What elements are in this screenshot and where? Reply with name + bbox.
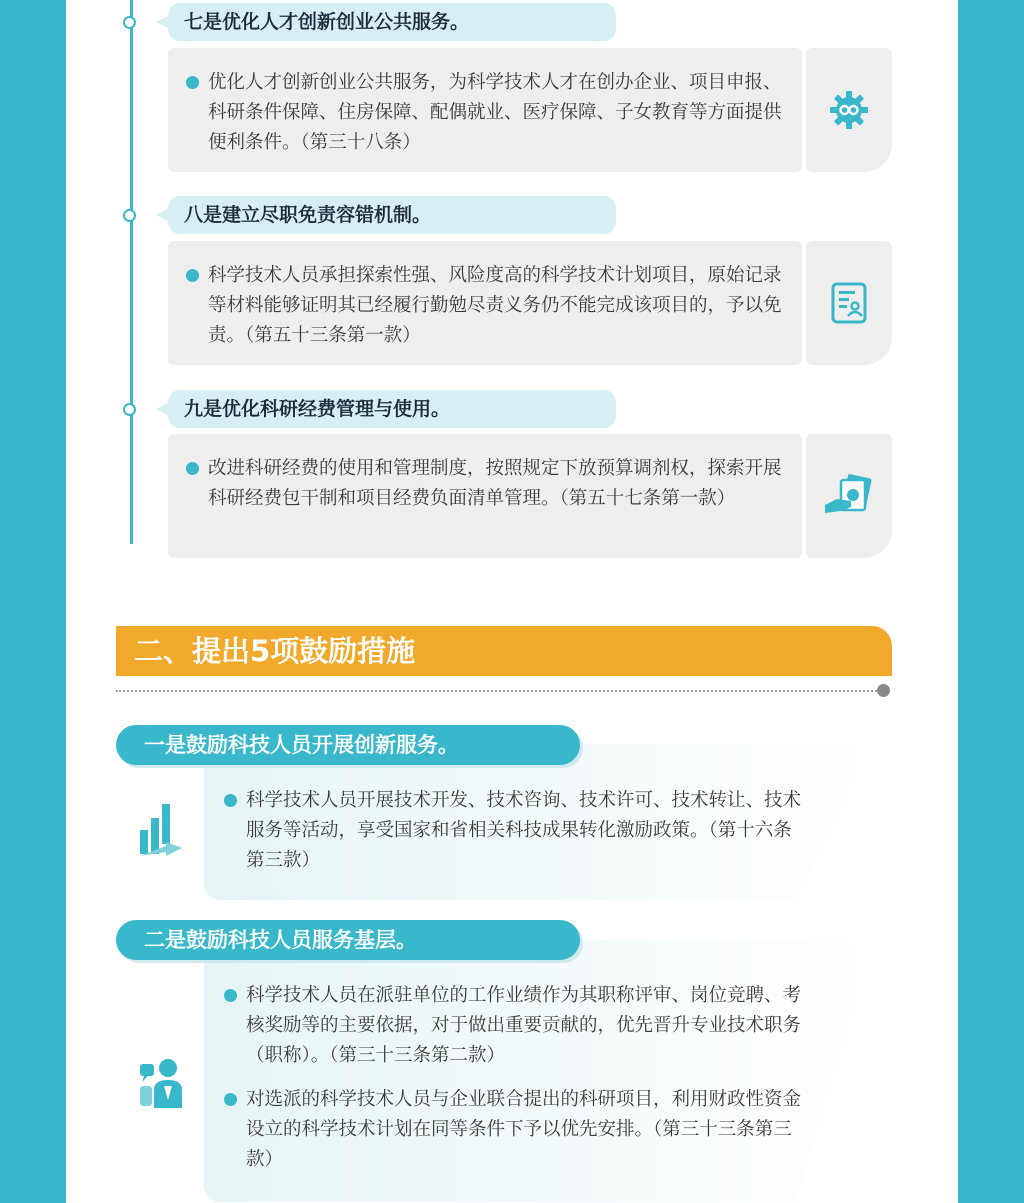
measure-title: 一是鼓励科技人员开展创新服务。 [116,725,580,765]
timeline-item-title: 九是优化科研经费管理与使用。 [168,390,616,428]
timeline-item-icon-box [806,48,892,172]
divider-end-dot [877,684,890,697]
measure-bullets [224,786,802,890]
section-header: 二、提出5项鼓励措施 [116,626,892,676]
bullet-dot [186,269,199,282]
bullet-dot [224,794,237,807]
timeline-item-card [168,48,802,172]
bullet-text: 科学技术人员承担探索性强、风险度高的科学技术计划项目，原始记录等材料能够证明其已经履行勤勉尽责义务仍不能完成该项目的，予以免责。（第五十三条第一款） [208,265,782,346]
bullet-dot [224,1093,237,1106]
bar-chart-arrow-icon [136,800,186,858]
timeline-item-icon-box [806,434,892,558]
measure-bullets [224,981,802,1189]
measure-title: 二是鼓励科技人员服务基层。 [116,920,580,960]
bullet-item [224,786,802,876]
bullet-dot [224,989,237,1002]
gear-infinity-icon [827,88,871,132]
timeline-line [130,0,133,544]
people-chat-icon [136,1056,186,1110]
bullet-item [224,1085,802,1175]
bullet-item [186,261,786,351]
bullet-dot [186,76,199,89]
measure-icon-wrap [136,1056,186,1114]
timeline-node [123,209,136,222]
timeline-item-card [168,241,802,365]
bullet-text: 对选派的科学技术人员与企业联合提出的科研项目，利用财政性资金设立的科学技术计划在同等条件下予以优先安排。（第三十三条第三款） [246,1089,802,1170]
timeline-node [123,16,136,29]
content-panel [66,0,958,1203]
timeline-node [123,403,136,416]
measure-icon-wrap [136,800,186,862]
bullet-text: 优化人才创新创业公共服务，为科学技术人才在创办企业、项目申报、科研条件保障、住房保障、配偶就业、医疗保障、子女教育等方面提供便利条件。（第三十八条） [208,72,782,153]
timeline-item-card [168,434,802,558]
document-person-icon [829,281,869,325]
bullet-dot [186,462,199,475]
hand-money-icon [823,473,875,519]
bullet-item [224,981,802,1071]
bullet-text: 科学技术人员在派驻单位的工作业绩作为其职称评审、岗位竞聘、考核奖励等的主要依据，对于做出重要贡献的，优先晋升专业技术职务（职称）。（第三十三条第二款） [246,985,802,1066]
timeline-item-title: 八是建立尽职免责容错机制。 [168,196,616,234]
bullet-item [186,454,786,514]
timeline-item-title: 七是优化人才创新创业公共服务。 [168,3,616,41]
timeline-item-icon-box [806,241,892,365]
bullet-item [186,68,786,158]
divider [116,690,884,692]
bullet-text: 科学技术人员开展技术开发、技术咨询、技术许可、技术转让、技术服务等活动，享受国家和省相关科技成果转化激励政策。（第十六条第三款） [246,790,802,871]
bullet-text: 改进科研经费的使用和管理制度，按照规定下放预算调剂权，探索开展科研经费包干制和项目经费负面清单管理。（第五十七条第一款） [208,458,782,509]
